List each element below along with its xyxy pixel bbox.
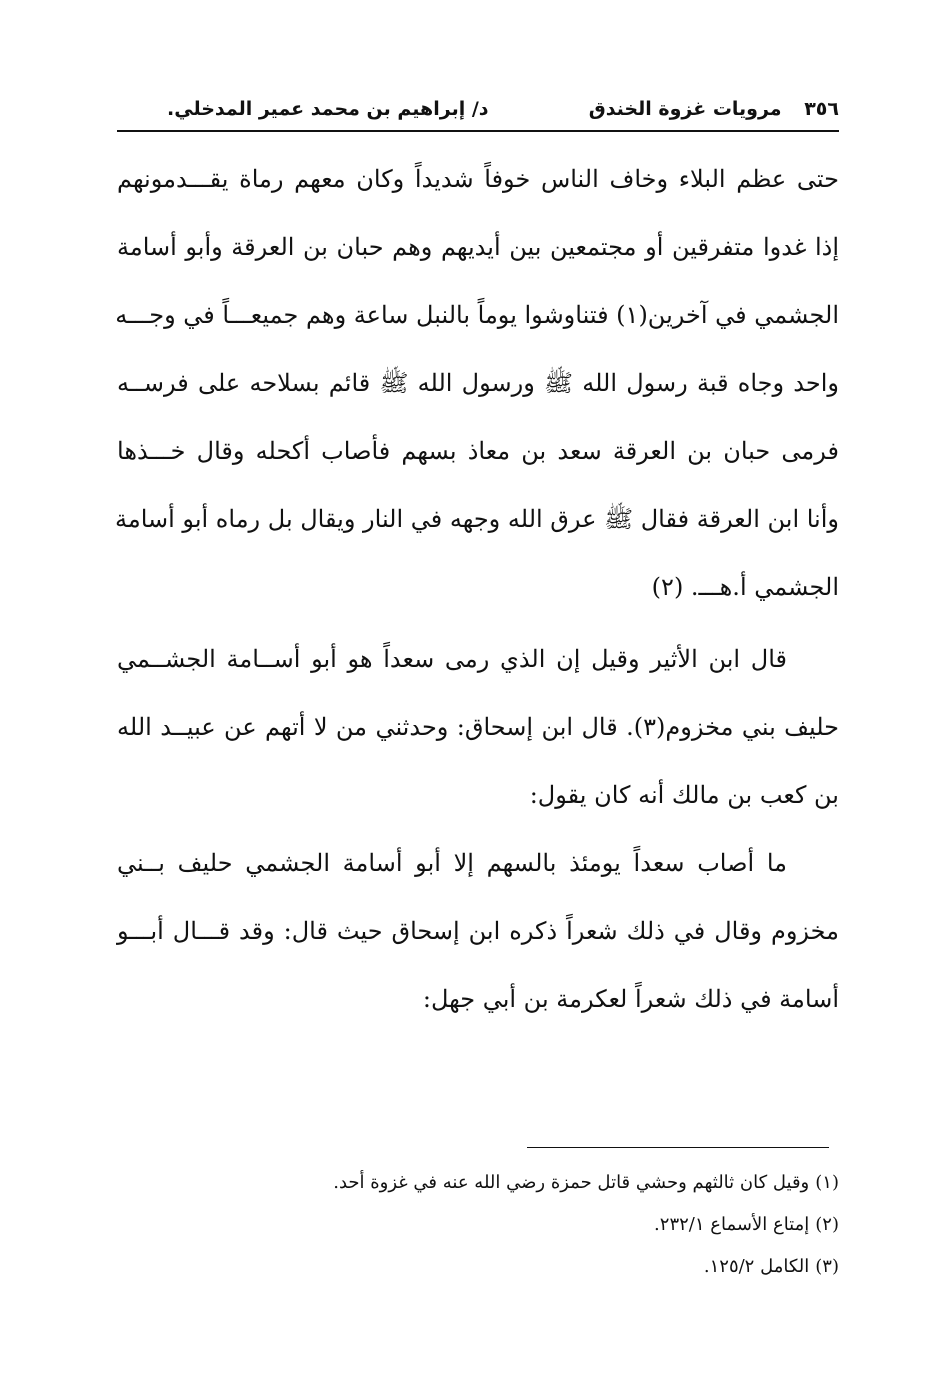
- text-line: الجشمي أ.هـــ. (٢): [651, 573, 839, 601]
- text-line: وأنا ابن العرقة فقال ﷺ عرق الله وجهه في النار ويقال بل رماه أبو أسامة: [114, 505, 839, 533]
- footnote-number: (١): [815, 1172, 839, 1193]
- footnote-2: [117, 1204, 839, 1246]
- text-line: ما أصاب سعداً يومئذ بالسهم إلا أبو أسامة الجشمي حليف بــني: [117, 849, 787, 877]
- text-line: حليف بني مخزوم(٣). قال ابن إسحاق: وحدثني من لا أتهم عن عبيــد الله: [117, 713, 840, 741]
- text-line: إذا غدوا متفرقين أو مجتمعين بين أيديهم وهم حبان بن العرقة وأبو أسامة: [117, 233, 839, 261]
- text-line: قال ابن الأثير وقيل إن الذي رمى سعداً هو أبو أســامة الجشــمي: [117, 645, 787, 673]
- text-line: فرمى حبان بن العرقة سعد بن معاذ بسهم فأصاب أكحله وقال خـــذها: [117, 437, 839, 465]
- text-line: الجشمي في آخرين(١) فتناوشوا يوماً بالنبل ساعة وهم جميعـــاً في وجـــه: [115, 301, 839, 329]
- text-line: حتى عظم البلاء وخاف الناس خوفاً شديداً وكان معهم رماة يقـــدمونهم: [117, 165, 839, 193]
- page-number: ٣٥٦: [804, 98, 839, 120]
- text-line: واحد وجاه قبة رسول الله ﷺ ورسول الله ﷺ قائم بسلاحه على فرســه: [117, 369, 839, 397]
- body-text: [114, 145, 840, 1033]
- footnote-1: [117, 1162, 839, 1204]
- footnote-separator: [527, 1147, 829, 1148]
- text-line: أسامة في ذلك شعراً لعكرمة بن أبي جهل:: [422, 985, 839, 1013]
- text-line: بن كعب بن مالك أنه كان يقول:: [529, 781, 839, 809]
- footnote-3: [117, 1246, 839, 1288]
- text-line: مخزوم وقال في ذلك شعراً ذكره ابن إسحاق حيث قال: وقد قـــال أبـــو: [117, 917, 839, 945]
- footnote-text: الكامل ١٢٥/٢.: [703, 1256, 810, 1277]
- header-right: [589, 98, 839, 120]
- footnotes: [117, 1162, 839, 1288]
- footnote-number: (٢): [815, 1214, 839, 1235]
- footnote-number: (٣): [815, 1256, 839, 1277]
- footnote-text: وقيل كان ثالثهم وحشي قاتل حمزة رضي الله عنه في غزوة أحد.: [333, 1172, 810, 1193]
- book-title: مرويات غزوة الخندق: [588, 98, 782, 120]
- page-header: [117, 92, 839, 132]
- footnote-text: إمتاع الأسماع ٢٣٢/١.: [654, 1214, 810, 1235]
- author-name: د/ إبراهيم بن محمد عمير المدخلي.: [167, 98, 489, 120]
